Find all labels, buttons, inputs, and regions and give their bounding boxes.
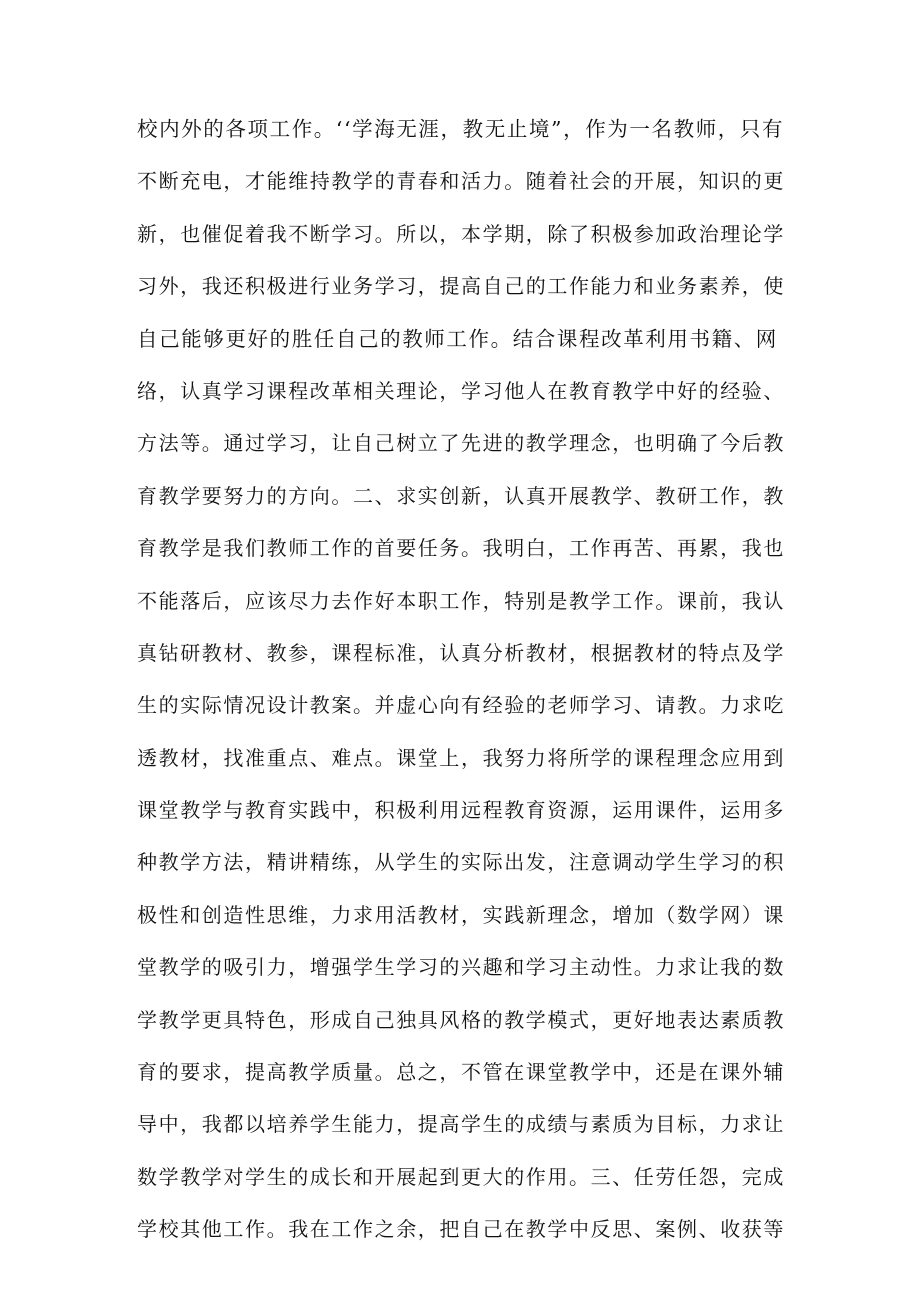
text-line-4: 习外，我还积极进行业务学习，提高自己的工作能力和业务素养，使 (137, 274, 785, 299)
text-line-19: 育的要求，提高教学质量。总之，不管在课堂教学中，还是在课外辅 (137, 1060, 785, 1085)
text-line-1: 校内外的各项工作。‘‘学海无涯，教无止境”，作为一名教师，只有 (137, 117, 785, 141)
text-line-18: 学教学更具特色，形成自己独具风格的教学模式，更好地表达素质教 (137, 1007, 785, 1032)
text-line-8: 育教学要努力的方向。二、求实创新，认真开展教学、教研工作，教 (137, 483, 785, 508)
text-line-20: 导中，我都以培养学生能力，提高学生的成绩与素质为目标，力求让 (137, 1112, 785, 1137)
text-line-9: 育教学是我们教师工作的首要任务。我明白，工作再苦、再累，我也 (137, 536, 785, 561)
text-line-3: 新，也催促着我不断学习。所以，本学期，除了积极参加政治理论学 (137, 221, 785, 246)
text-line-22: 学校其他工作。我在工作之余，把自己在教学中反思、案例、收获等 (137, 1217, 785, 1242)
text-line-17: 堂教学的吸引力，增强学生学习的兴趣和学习主动性。力求让我的数 (137, 955, 785, 980)
text-line-11: 真钻研教材、教参，课程标准，认真分析教材，根据教材的特点及学 (137, 640, 785, 665)
text-line-21: 数学教学对学生的成长和开展起到更大的作用。三、任劳任怨，完成 (137, 1164, 785, 1189)
body-text (137, 107, 787, 1260)
text-line-2: 不断充电，才能维持教学的青春和活力。随着社会的开展，知识的更 (137, 169, 785, 194)
text-line-13: 透教材，找准重点、难点。课堂上，我努力将所学的课程理念应用到 (137, 745, 785, 770)
text-line-15: 种教学方法，精讲精练，从学生的实际出发，注意调动学生学习的积 (137, 850, 785, 875)
text-line-16: 极性和创造性思维，力求用活教材，实践新理念，增加（数学网）课 (137, 902, 785, 927)
text-line-7: 方法等。通过学习，让自己树立了先进的教学理念，也明确了今后教 (137, 431, 785, 456)
text-line-5: 自己能够更好的胜任自己的教师工作。结合课程改革利用书籍、网 (137, 326, 778, 351)
text-line-12: 生的实际情况设计教案。并虚心向有经验的老师学习、请教。力求吃 (137, 693, 785, 718)
text-line-6: 络，认真学习课程改革相关理论，学习他人在教育教学中好的经验、 (137, 378, 785, 403)
text-line-10: 不能落后，应该尽力去作好本职工作，特别是教学工作。课前，我认 (137, 588, 785, 613)
text-line-14: 课堂教学与教育实践中，积极利用远程教育资源，运用课件，运用多 (137, 798, 785, 823)
